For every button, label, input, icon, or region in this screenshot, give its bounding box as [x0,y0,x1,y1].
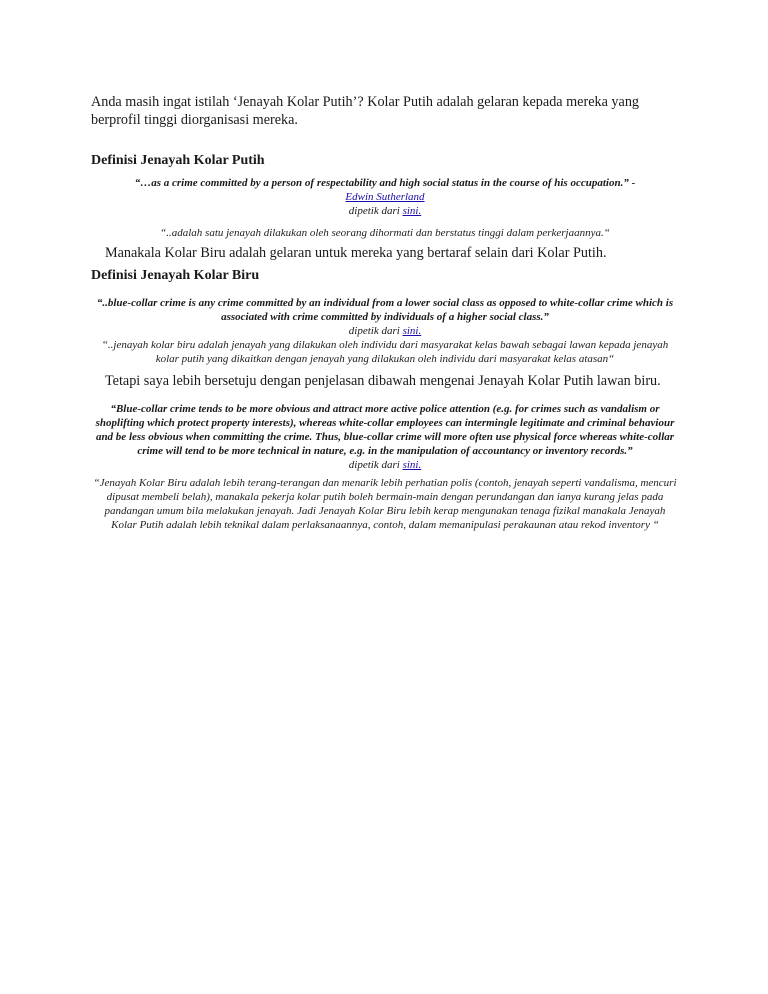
heading-kolar-biru: Definisi Jenayah Kolar Biru [91,268,260,283]
intro-paragraph: Anda masih ingat istilah ‘Jenayah Kolar Putih’? Kolar Putih adalah gelaran kepada mereka yang berprofil tinggi diorganisasi mereka. [91,94,640,128]
quote-malay: “..jenayah kolar biru adalah jenayah yang dilakukan oleh individu dari masyarakat kelas bawah sebagai lawan kepada jenayah kolar putih yang dikaitkan dengan jenayah yang dilakukan oleh individu dari masyarakat kelas atasan“ [101,339,669,365]
source-line [91,204,679,218]
source-line [91,324,679,338]
paragraph-kolar-biru-intro: Manakala Kolar Biru adalah gelaran untuk mereka yang bertaraf selain dari Kolar Putih. [105,245,607,261]
quote-english [91,176,679,204]
source-link[interactable]: sini. [402,459,422,471]
quote-block-kolar-biru [91,296,679,366]
quote-block-kolar-putih [91,176,679,240]
source-prefix: dipetik dari [348,205,403,217]
author-link[interactable]: Edwin Sutherland [345,191,425,203]
quote-english: “..blue-collar crime is any crime committed by an individual from a lower social class as opposed to white-collar crime which is associated with crime committed by individuals of a higher social class.” [96,297,674,323]
document-content [91,93,679,532]
quote-english: “Blue-collar crime tends to be more obvious and attract more active police attention (e.g. for crimes such as vandalism or shoplifting which protect property interests), whereas white-collar employees can intermingle legitimate and criminal behaviour and be less obvious when committing the crime. Thus, blue-collar crime will more often use physical force whereas white-collar crime will tend to be more technical in nature, e.g. in the manipulation of accountancy or inventory records.” [95,403,675,457]
quote-english-text: “…as a crime committed by a person of respectability and high social status in the course of his occupation.” - [134,177,636,189]
paragraph-comparison: Tetapi saya lebih bersetuju dengan penjelasan dibawah mengenai Jenayah Kolar Putih lawan biru. [105,373,661,389]
source-prefix: dipetik dari [348,459,403,471]
source-link[interactable]: sini. [402,205,422,217]
source-prefix: dipetik dari [348,325,403,337]
quote-malay: “Jenayah Kolar Biru adalah lebih terang-terangan dan menarik lebih perhatian polis (contoh, jenayah seperti vandalisma, mencuri dipusat membeli belah), manakala pekerja kolar putih boleh bermain-main dengan perundangan dan ianya kurang jelas pada pandangan umum bila melakukan jenayah. Jadi Jenayah Kolar Biru lebih kerap mengunakan tenaga fizikal manakala Jenayah Kolar Putih adalah lebih teknikal dalam perlaksanaannya, contoh, dalam memanipulasi perakaunan atau rekod inventory “ [93,477,677,531]
quote-malay: “..adalah satu jenayah dilakukan oleh seorang dihormati dan berstatus tinggi dalam perkerjaannya.“ [160,227,610,239]
source-link[interactable]: sini. [402,325,422,337]
source-line [91,458,679,472]
quote-block-comparison [91,402,679,532]
heading-kolar-putih: Definisi Jenayah Kolar Putih [91,153,265,168]
